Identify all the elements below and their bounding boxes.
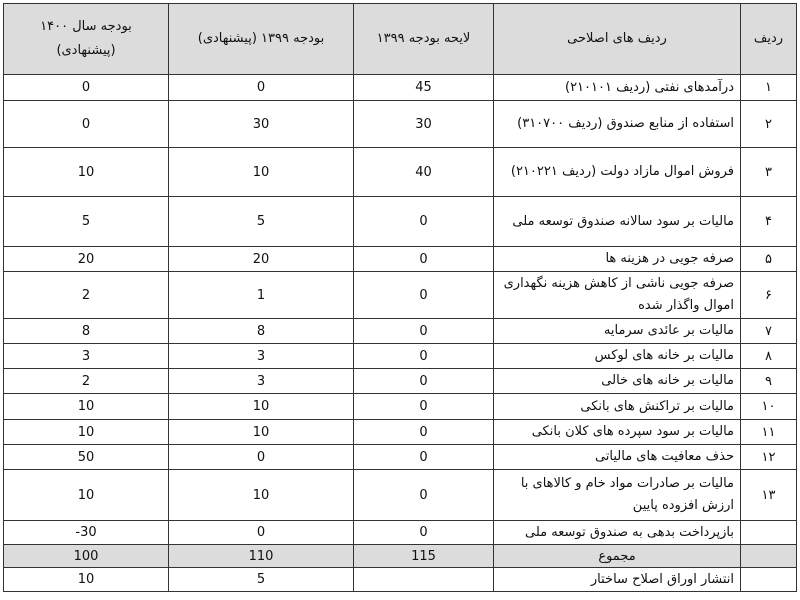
- row-proposed-1400: 10: [4, 148, 169, 197]
- table-row: [4, 247, 797, 272]
- row-radif: ۳: [741, 148, 797, 197]
- table-row: [4, 420, 797, 445]
- row-proposed-1399: 0: [169, 445, 354, 470]
- row-radif: ۱: [741, 75, 797, 101]
- row-proposed-1399: 1: [169, 272, 354, 319]
- row-proposed-1399: 5: [169, 197, 354, 247]
- table-row: [4, 272, 797, 319]
- row-proposed-1400: 2: [4, 369, 169, 394]
- row-bill-1399: 0: [354, 247, 494, 272]
- row-bill-1399: 0: [354, 344, 494, 369]
- row-bill-1399: 0: [354, 521, 494, 545]
- row-proposed-1399: 0: [169, 521, 354, 545]
- row-item: مالیات بر خانه های لوکس: [494, 344, 741, 369]
- row-item: استفاده از منابع صندوق (ردیف ۳۱۰۷۰۰): [494, 101, 741, 148]
- total-label: مجموع: [494, 545, 741, 568]
- row-item: صرفه جویی ناشی از کاهش هزینه نگهداری اموال واگذار شده: [494, 272, 741, 319]
- table-row: [4, 369, 797, 394]
- row-proposed-1399: 30: [169, 101, 354, 148]
- row-bill-1399: 0: [354, 420, 494, 445]
- table-row: [4, 75, 797, 101]
- row-radif: ۸: [741, 344, 797, 369]
- extra-bill-1399: [354, 568, 494, 592]
- row-bill-1399: 0: [354, 369, 494, 394]
- row-item: مالیات بر صادرات مواد خام و کالاهای با ارزش افزوده پایین: [494, 470, 741, 521]
- budget-table-container: [3, 3, 796, 592]
- row-proposed-1399: 10: [169, 470, 354, 521]
- budget-table: [3, 3, 797, 592]
- total-radif: [741, 545, 797, 568]
- row-radif: ۱۳: [741, 470, 797, 521]
- extra-proposed-1400: 10: [4, 568, 169, 592]
- row-bill-1399: 0: [354, 319, 494, 344]
- row-radif: [741, 521, 797, 545]
- row-proposed-1399: 10: [169, 420, 354, 445]
- row-radif: ۱۱: [741, 420, 797, 445]
- total-proposed-1399: 110: [169, 545, 354, 568]
- total-row: [4, 545, 797, 568]
- table-header-row: [4, 4, 797, 75]
- row-proposed-1400: 2: [4, 272, 169, 319]
- table-row: [4, 148, 797, 197]
- row-item: مالیات بر سود سپرده های کلان بانکی: [494, 420, 741, 445]
- header-bill-1399: لایحه بودجه ۱۳۹۹: [354, 4, 494, 75]
- row-radif: ۵: [741, 247, 797, 272]
- row-radif: ۱۰: [741, 394, 797, 420]
- row-item: مالیات بر تراکنش های بانکی: [494, 394, 741, 420]
- row-proposed-1399: 20: [169, 247, 354, 272]
- row-radif: ۷: [741, 319, 797, 344]
- row-bill-1399: 0: [354, 445, 494, 470]
- header-proposed-1400: بودجه سال ۱۴۰۰ (پیشنهادی): [4, 4, 169, 75]
- row-proposed-1399: 3: [169, 344, 354, 369]
- row-proposed-1399: 8: [169, 319, 354, 344]
- row-proposed-1400: 0: [4, 75, 169, 101]
- extra-item: انتشار اوراق اصلاح ساختار: [494, 568, 741, 592]
- row-bill-1399: 45: [354, 75, 494, 101]
- row-item: صرفه جویی در هزینه ها: [494, 247, 741, 272]
- row-item: مالیات بر خانه های خالی: [494, 369, 741, 394]
- total-proposed-1400: 100: [4, 545, 169, 568]
- row-proposed-1400: 3: [4, 344, 169, 369]
- header-radif: ردیف: [741, 4, 797, 75]
- table-row: [4, 319, 797, 344]
- row-proposed-1400: -30: [4, 521, 169, 545]
- row-proposed-1400: 20: [4, 247, 169, 272]
- row-item: حذف معافیت های مالیاتی: [494, 445, 741, 470]
- row-bill-1399: 40: [354, 148, 494, 197]
- row-radif: ۹: [741, 369, 797, 394]
- row-radif: ۲: [741, 101, 797, 148]
- table-row: [4, 394, 797, 420]
- row-bill-1399: 0: [354, 394, 494, 420]
- row-radif: ۱۲: [741, 445, 797, 470]
- row-item: فروش اموال مازاد دولت (ردیف ۲۱۰۲۲۱): [494, 148, 741, 197]
- header-item: ردیف های اصلاحی: [494, 4, 741, 75]
- row-proposed-1400: 5: [4, 197, 169, 247]
- row-proposed-1399: 10: [169, 148, 354, 197]
- row-bill-1399: 0: [354, 470, 494, 521]
- row-item: مالیات بر عائدی سرمایه: [494, 319, 741, 344]
- table-row: [4, 344, 797, 369]
- row-proposed-1400: 0: [4, 101, 169, 148]
- table-row: [4, 470, 797, 521]
- extra-proposed-1399: 5: [169, 568, 354, 592]
- row-proposed-1400: 10: [4, 394, 169, 420]
- table-row: [4, 445, 797, 470]
- row-item: درآمدهای نفتی (ردیف ۲۱۰۱۰۱): [494, 75, 741, 101]
- row-radif: ۶: [741, 272, 797, 319]
- header-proposed-1399: بودجه ۱۳۹۹ (پیشنهادی): [169, 4, 354, 75]
- row-proposed-1400: 8: [4, 319, 169, 344]
- row-item: بازپرداخت بدهی به صندوق توسعه ملی: [494, 521, 741, 545]
- table-row: [4, 197, 797, 247]
- row-radif: ۴: [741, 197, 797, 247]
- row-proposed-1400: 10: [4, 420, 169, 445]
- extra-radif: [741, 568, 797, 592]
- row-proposed-1400: 50: [4, 445, 169, 470]
- row-bill-1399: 0: [354, 197, 494, 247]
- row-bill-1399: 0: [354, 272, 494, 319]
- row-proposed-1399: 0: [169, 75, 354, 101]
- table-row: [4, 521, 797, 545]
- table-row: [4, 101, 797, 148]
- row-bill-1399: 30: [354, 101, 494, 148]
- row-proposed-1399: 3: [169, 369, 354, 394]
- total-bill-1399: 115: [354, 545, 494, 568]
- row-proposed-1399: 10: [169, 394, 354, 420]
- row-proposed-1400: 10: [4, 470, 169, 521]
- extra-row: [4, 568, 797, 592]
- row-item: مالیات بر سود سالانه صندوق توسعه ملی: [494, 197, 741, 247]
